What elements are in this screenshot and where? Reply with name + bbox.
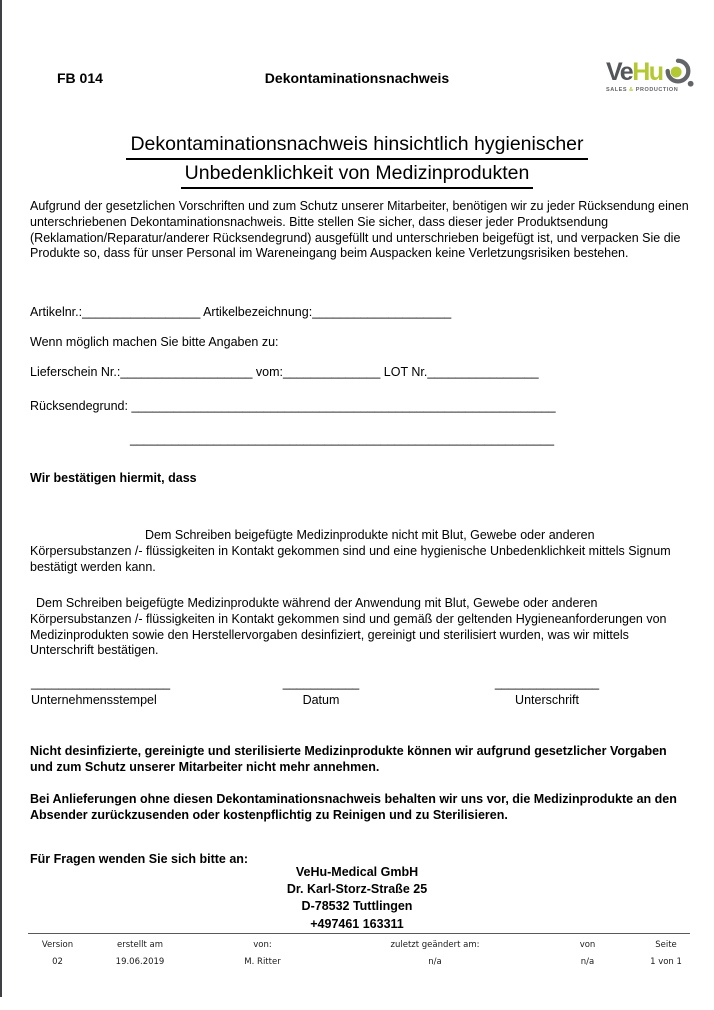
contact-street: Dr. Karl-Storz-Straße 25 [286,882,428,897]
ruecksendegrund-blank2[interactable]: _____________________________________________________________ [130,432,555,446]
contact-intro: Für Fragen wenden Sie sich bitte an: [30,852,249,866]
footer-value-version: 02 [52,957,63,967]
tagline-sales: SALES [606,87,628,93]
tagline-production: PRODUCTION [635,87,679,93]
logo-wordmark [606,57,698,89]
footer-value-changed-by: n/a [580,957,595,967]
confirm-statement-2: Dem Schreiben beigefügte Medizinprodukte während der Anwendung mit Blut, Gewebe oder anderen Körpersubstanzen /- flüssigkeiten in Kontakt gekommen sind und gemäß der geltenden Hygieneanforderungen von Medizinprodukten sowie den Herstellervorgaben desinfiziert, gereinigt und sterilisiert wurden, was wir mittels Unterschrift bestätigen. [30,596,667,658]
return-reason-line2 [130,432,554,447]
contact-block [0,864,714,933]
notice-no-acceptance: Nicht desinfizierte, gereinigte und sterilisierte Medizinprodukte können wir aufgrund gesetzlicher Vorgaben und zum Schutz unserer Mitarbeiter nicht mehr annehmen. [30,744,667,774]
artikelbezeichnung-label: Artikelbezeichnung: [200,305,313,319]
stamp-column [31,676,170,708]
lieferschein-blank[interactable]: ___________________ [120,365,253,379]
delivery-note-line [30,365,539,380]
ruecksendegrund-label: Rücksendegrund: [30,399,132,413]
artikelnr-label: Artikelnr.: [30,305,83,319]
footer-header-page: Seite [655,940,677,950]
footer-table [0,940,714,974]
lot-label: LOT Nr. [380,365,428,379]
tagline-ampersand: & [629,87,634,93]
confirm-heading: Wir bestätigen hiermit, dass [30,471,197,485]
document-title-line2: Unbedenklichkeit von Medizinprodukten [181,160,534,189]
date-column [282,676,360,708]
stamp-label: Unternehmensstempel [31,693,157,707]
header-title: Dekontaminationsnachweis [264,70,450,86]
logo-hu-text: Hu [632,58,663,86]
footer-header-created: erstellt am [117,940,163,950]
contact-phone: +497461 163311 [310,916,404,931]
footer-value-by: M. Ritter [244,957,281,967]
footer-value-created: 19.06.2019 [115,957,165,967]
vom-label: vom: [252,365,283,379]
footer-value-changed: n/a [428,957,442,967]
form-code: FB 014 [57,70,103,86]
logo-swoosh-icon [662,57,694,87]
footer-value-page: 1 von 1 [650,957,682,967]
lot-blank[interactable]: ________________ [427,365,539,379]
ruecksendegrund-blank1[interactable]: _____________________________________________________________ [131,399,556,413]
confirm-statement-1: Dem Schreiben beigefügte Medizinprodukte nicht mit Blut, Gewebe oder anderen Körpersubstanzen /- flüssigkeiten in Kontakt gekommen sind und eine hygienische Unbedenklichkeit mittels Signum bestätigt werden kann. [30,528,671,574]
footer-header-by: von: [253,940,272,950]
document-title [0,131,714,189]
intro-paragraph: Aufgrund der gesetzlichen Vorschriften und zum Schutz unserer Mitarbeiter, benötigen wir zu jeder Rücksendung einen unterschriebenen Dekontaminationsnachweis. Bitte stellen Sie sicher, dass dieser jeder Produktsendung (Reklamation/Reparatur/anderer Rücksendegrund) ausgefüllt und unterschrieben beigefügt ist, und verpacken Sie die Produkte so, dass für unser Personal im Wareneingang beim Auspacken keine Verletzungsrisiken bestehen. [30,199,689,261]
document-title-line1: Dekontaminationsnachweis hinsichtlich hygienischer [126,131,587,160]
footer-header-changed-by: von [579,940,596,950]
notice-return-or-clean: Bei Anlieferungen ohne diesen Dekontaminationsnachweis behalten wir uns vor, die Medizinprodukte an den Absender zurückzusenden oder kostenpflichtig zu Reinigen und zu Sterilisieren. [30,792,677,822]
article-line [30,305,451,320]
artikelnr-blank[interactable]: _________________ [82,305,201,319]
return-reason-line [30,399,556,414]
signature-row [0,676,714,712]
footer-header-version: Version [41,940,74,950]
signature-line[interactable]: _______________ [494,676,600,690]
footer-divider [28,933,690,934]
lieferschein-label: Lieferschein Nr.: [30,365,121,379]
logo-ve-text: Ve [606,58,633,86]
date-label: Datum [302,693,340,707]
footer-header-changed: zuletzt geändert am: [390,940,480,950]
angaben-intro: Wenn möglich machen Sie bitte Angaben zu: [30,335,279,349]
stamp-signature-line[interactable]: ____________________ [31,676,171,690]
contact-company: VeHu-Medical GmbH [295,865,419,879]
vehu-logo [606,57,698,93]
date-signature-line[interactable]: ___________ [282,676,360,690]
signature-label: Unterschrift [515,693,579,707]
contact-city: D-78532 Tuttlingen [301,899,413,914]
vom-blank[interactable]: ______________ [282,365,381,379]
signature-column [492,676,602,708]
artikelbezeichnung-blank[interactable]: ____________________ [312,305,452,319]
